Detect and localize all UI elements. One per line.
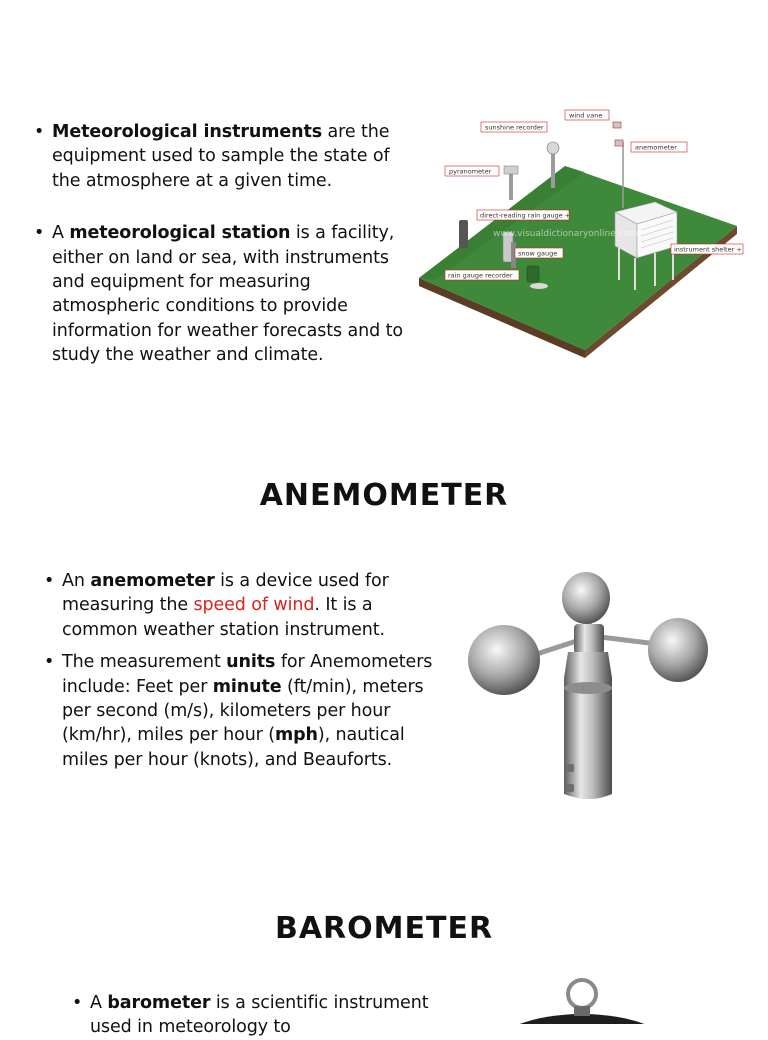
label-anemometer <box>631 142 687 152</box>
barometer-dial <box>520 1014 670 1024</box>
definition-text: are the equipment used to sample the state of the atmosphere at a given time. <box>52 122 390 191</box>
gauge-base <box>530 283 548 289</box>
svg-text:anemometer: anemometer <box>635 143 677 152</box>
cup-right-icon <box>648 618 708 682</box>
units-text: (ft/min), meters per second (m/s), kilometers per hour (km/hr), miles per hour ( <box>62 676 424 746</box>
label-snow-gauge <box>515 248 563 258</box>
label-rain-gauge <box>477 210 570 220</box>
units-text: ), nautical miles per hour (knots), and Beauforts. <box>62 725 405 770</box>
term-meteorological-station: meteorological station <box>69 223 291 244</box>
anemometer-bullet-units <box>44 650 454 772</box>
term-anemometer: anemometer <box>90 571 215 591</box>
anemometer-bullet-definition <box>44 569 412 642</box>
sunshine-recorder-post <box>551 154 555 188</box>
svg-text:direct-reading rain gauge +: direct-reading rain gauge + <box>480 211 571 220</box>
label-rain-gauge-recorder <box>445 270 519 280</box>
barometer-text <box>72 991 452 1040</box>
screw-1-icon <box>566 764 574 772</box>
barometer-illustration <box>520 978 670 1024</box>
pyranometer-post <box>509 174 513 200</box>
svg-text:snow gauge: snow gauge <box>518 249 558 258</box>
label-pyranometer <box>445 166 499 176</box>
rain-gauge-icon <box>459 220 468 248</box>
label-instrument-shelter <box>671 244 743 254</box>
label-wind-vane <box>565 110 609 120</box>
article-text: A <box>90 993 108 1013</box>
units-text: for Anemometers include: Feet per <box>62 652 433 697</box>
article-text: A <box>52 223 70 244</box>
barometer-bullet-definition <box>72 991 452 1040</box>
article-text: An <box>62 571 91 591</box>
definition-text: is a device used for measuring the <box>62 571 389 616</box>
anemometer-body <box>564 652 612 799</box>
weather-station-illustration <box>415 108 745 358</box>
highlight-speed-of-wind: speed of wind <box>193 595 315 616</box>
screw-2-icon <box>566 784 574 792</box>
svg-text:sunshine recorder: sunshine recorder <box>485 123 544 132</box>
body-collar <box>564 682 612 694</box>
wind-vane-icon <box>613 122 621 128</box>
intro-bullet-station <box>34 221 424 367</box>
svg-text:instrument shelter +: instrument shelter + <box>674 245 742 254</box>
ground-grass <box>419 166 737 350</box>
rain-gauge-recorder-icon <box>527 266 539 282</box>
anemometer-icon <box>615 140 623 146</box>
anemometer-text <box>44 569 444 772</box>
intro-bullet-instruments <box>34 120 414 193</box>
label-sunshine-recorder <box>481 122 547 132</box>
svg-text:pyranometer: pyranometer <box>449 167 492 176</box>
definition-text: . It is a common weather station instrument. <box>62 595 385 640</box>
pyranometer-icon <box>504 166 518 174</box>
term-barometer: barometer <box>107 993 211 1013</box>
svg-text:rain gauge recorder: rain gauge recorder <box>448 271 513 280</box>
svg-text:wind vane: wind vane <box>569 111 603 120</box>
anemometer-heading: ANEMOMETER <box>259 478 509 513</box>
definition-text: is a facility, either on land or sea, with instruments and equipment for measuring atmospheric conditions to provide information for weather forecasts and to study the weather and climate. <box>52 223 403 366</box>
barometer-lug <box>574 1006 590 1016</box>
barometer-heading: BAROMETER <box>274 911 494 946</box>
cup-left-icon <box>468 625 540 695</box>
term-units: units <box>226 652 276 673</box>
sunshine-recorder-icon <box>547 142 559 154</box>
hub <box>574 624 604 654</box>
term-minute: minute <box>212 676 282 697</box>
definition-text: is a scientific instrument used in meteorology to <box>90 993 429 1038</box>
cup-top-icon <box>562 572 610 624</box>
term-meteorological-instruments: Meteorological instruments <box>52 122 323 142</box>
barometer-ring-icon <box>568 980 596 1008</box>
term-mph: mph <box>274 725 318 746</box>
anemometer-illustration <box>462 566 726 808</box>
units-text: The measurement <box>62 652 227 673</box>
intro-text <box>34 120 414 368</box>
watermark-text: www.visualdictionaryonline.com <box>493 229 638 239</box>
